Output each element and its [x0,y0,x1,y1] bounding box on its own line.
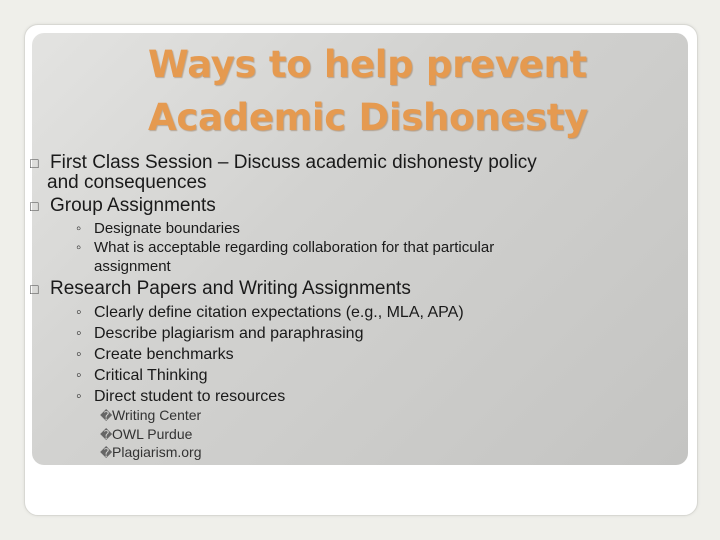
bullet-group-assignments [30,195,216,217]
sub-bullet-citation [76,302,464,323]
sub-bullet-resources [76,386,285,407]
checkbox-bullet-icon: □ [30,281,39,297]
resource-text: OWL Purdue [112,426,193,442]
sub-bullet-collaboration-continuation: assignment [94,258,171,275]
sub-bullet-plagiarism [76,323,363,344]
circle-bullet-icon: ◦ [76,346,82,363]
title-line-1: Ways to help prevent [148,43,587,86]
sub-bullet-designate [76,219,240,238]
checkbox-bullet-icon: □ [30,198,39,214]
sub-bullet-benchmarks [76,344,234,365]
bullet-text: Group Assignments [50,195,216,216]
bullet-research-papers [30,278,411,300]
sub-bullet-collaboration [76,238,494,257]
resource-owl-purdue [100,425,192,444]
bullet-first-class-continuation: and consequences [47,172,207,193]
circle-bullet-icon: ◦ [76,220,82,237]
sub-bullet-text: Clearly define citation expectations (e.g., MLA, APA) [94,304,464,321]
bullet-text: First Class Session – Discuss academic dishonesty policy [50,152,537,173]
missing-glyph-icon: � [100,428,113,442]
slide-title [148,38,608,144]
bullet-first-class [30,152,537,174]
circle-bullet-icon: ◦ [76,325,82,342]
bullet-text: Research Papers and Writing Assignments [50,278,411,299]
sub-bullet-text: Designate boundaries [94,220,240,237]
sub-bullet-text: What is acceptable regarding collaboration for that particular [94,239,495,256]
missing-glyph-icon: � [100,409,113,423]
checkbox-bullet-icon: □ [30,155,39,171]
circle-bullet-icon: ◦ [76,367,82,384]
title-line-2: Academic Dishonesty [148,96,588,139]
sub-bullet-text: Critical Thinking [94,367,208,384]
circle-bullet-icon: ◦ [76,239,82,256]
resource-text: Writing Center [112,407,202,423]
resource-plagiarism-org [100,443,201,462]
sub-bullet-text: Describe plagiarism and paraphrasing [94,325,364,342]
missing-glyph-icon: � [100,446,113,460]
resource-writing-center [100,406,201,425]
circle-bullet-icon: ◦ [76,388,82,405]
resource-text: Plagiarism.org [112,444,202,460]
sub-bullet-critical-thinking [76,365,208,386]
sub-bullet-text: Direct student to resources [94,388,286,405]
sub-bullet-text: Create benchmarks [94,346,234,363]
circle-bullet-icon: ◦ [76,304,82,321]
